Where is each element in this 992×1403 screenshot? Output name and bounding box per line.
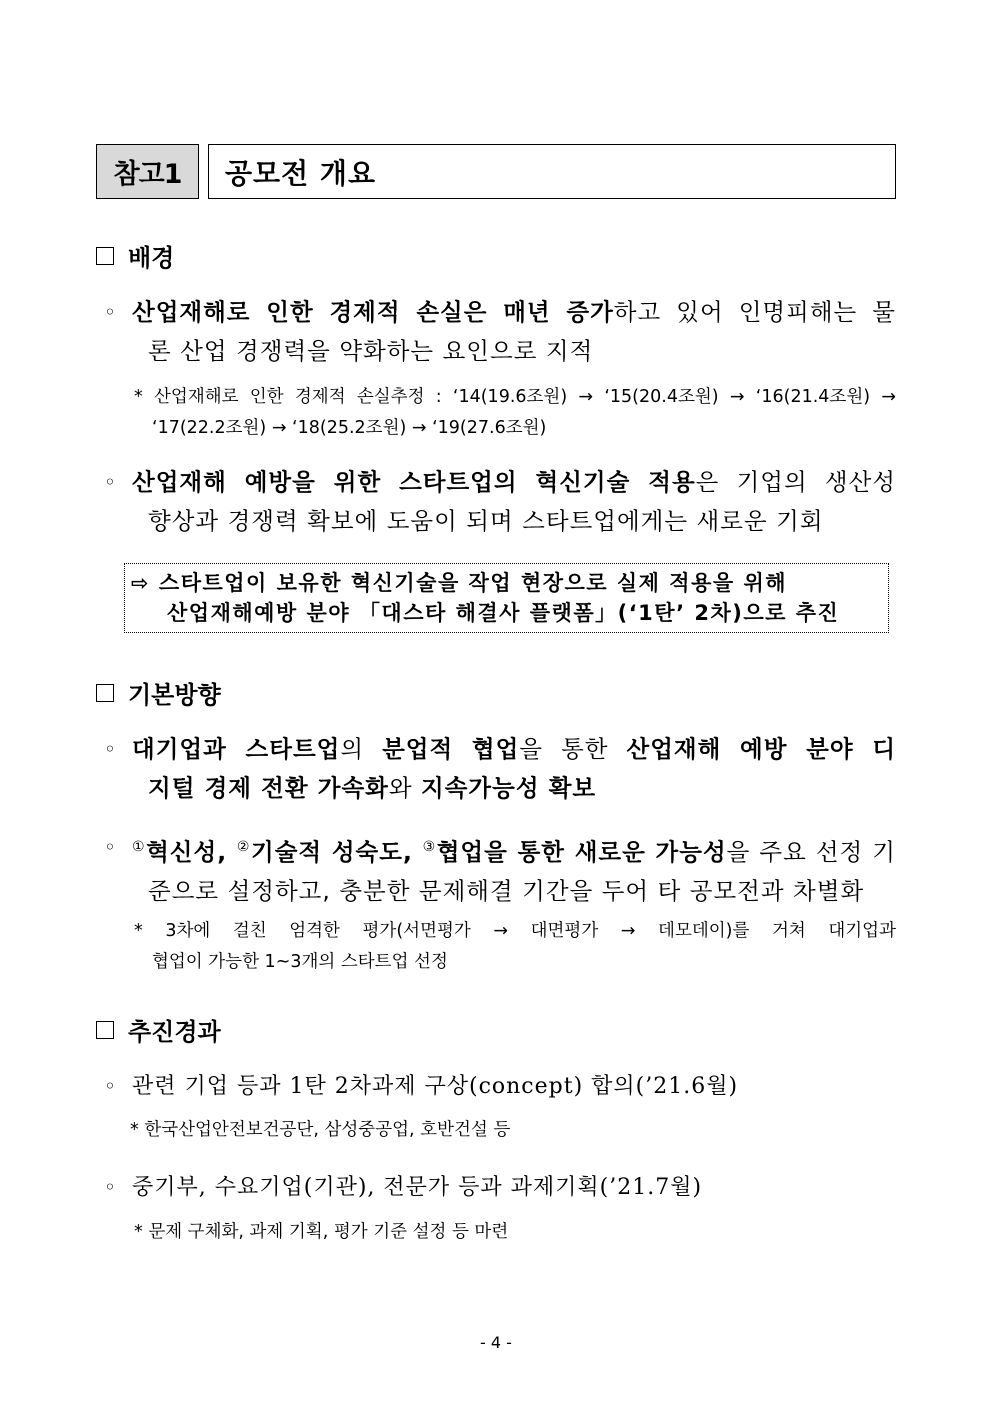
list-item: ◦ 관련 기업 등과 1탄 2차과제 구상(concept) 합의(’21.6월)	[104, 1067, 896, 1106]
checkbox-square-icon	[96, 247, 114, 265]
list-item: ◦ 산업재해 예방을 위한 스타트업의 혁신기술 적용은 기업의 생산성 향상과 경쟁력 확보에 도움이 되며 스타트업에게는 새로운 기회	[104, 463, 896, 541]
footnote: * 문제 구체화, 과제 기획, 평가 기준 설정 등 마련	[134, 1222, 509, 1242]
bullet-icon: ◦	[104, 835, 116, 859]
circled-number: ①	[132, 839, 147, 855]
footnote: * 산업재해로 인한 경제적 손실추정 : ‘14(19.6조원) → ‘15(20.4조원) → ‘16(21.4조원) → ‘17(22.2조원) → ‘18(25.2조원) → ‘19(27.6조원)	[134, 387, 896, 438]
list-item: ◦ ①혁신성, ②기술적 성숙도, ③협업을 통한 새로운 가능성을 주요 선정 기 준으로 설정하고, 충분한 문제해결 기간을 두어 타 공모전과 차별화	[104, 828, 896, 911]
circled-number: ③	[422, 839, 437, 855]
page-number: - 4 -	[480, 1333, 512, 1352]
list-item: ◦ 중기부, 수요기업(기관), 전문가 등과 과제기획(’21.7월)	[104, 1168, 896, 1207]
bullet-icon: ◦	[104, 737, 116, 761]
checkbox-square-icon	[96, 1021, 114, 1039]
bullet-icon: ◦	[104, 300, 116, 324]
bullet-icon: ◦	[104, 1175, 116, 1199]
section-heading-direction: 기본방향	[96, 675, 221, 710]
reference-header	[96, 144, 896, 201]
checkbox-square-icon	[96, 684, 114, 702]
section-heading-progress: 추진경과	[96, 1012, 221, 1047]
circled-number: ②	[236, 839, 251, 855]
list-item: ◦ 대기업과 스타트업의 분업적 협업을 통한 산업재해 예방 분야 디 지털 경제 전환 가속화와 지속가능성 확보	[104, 730, 896, 808]
reference-label: 참고1	[96, 144, 199, 199]
bullet-icon: ◦	[104, 470, 116, 494]
bullet-icon: ◦	[104, 1074, 116, 1098]
page-title: 공모전 개요	[208, 144, 896, 199]
footnote: * 3차에 걸친 엄격한 평가(서면평가 → 대면평가 → 데모데이)를 거쳐 대기업과 협업이 가능한 1~3개의 스타트업 선정	[134, 921, 896, 972]
footnote: * 한국산업안전보건공단, 삼성중공업, 호반건설 등	[130, 1120, 511, 1140]
highlight-box: ⇨ 스타트업이 보유한 혁신기술을 작업 현장으로 실제 적용을 위해 산업재해예방 분야 「대스타 해결사 플랫폼」(‘1탄’ 2차)으로 추진	[124, 563, 889, 633]
section-heading-background: 배경	[96, 238, 174, 273]
list-item: ◦ 산업재해로 인한 경제적 손실은 매년 증가하고 있어 인명피해는 물 론 산업 경쟁력을 약화하는 요인으로 지적	[104, 293, 896, 371]
